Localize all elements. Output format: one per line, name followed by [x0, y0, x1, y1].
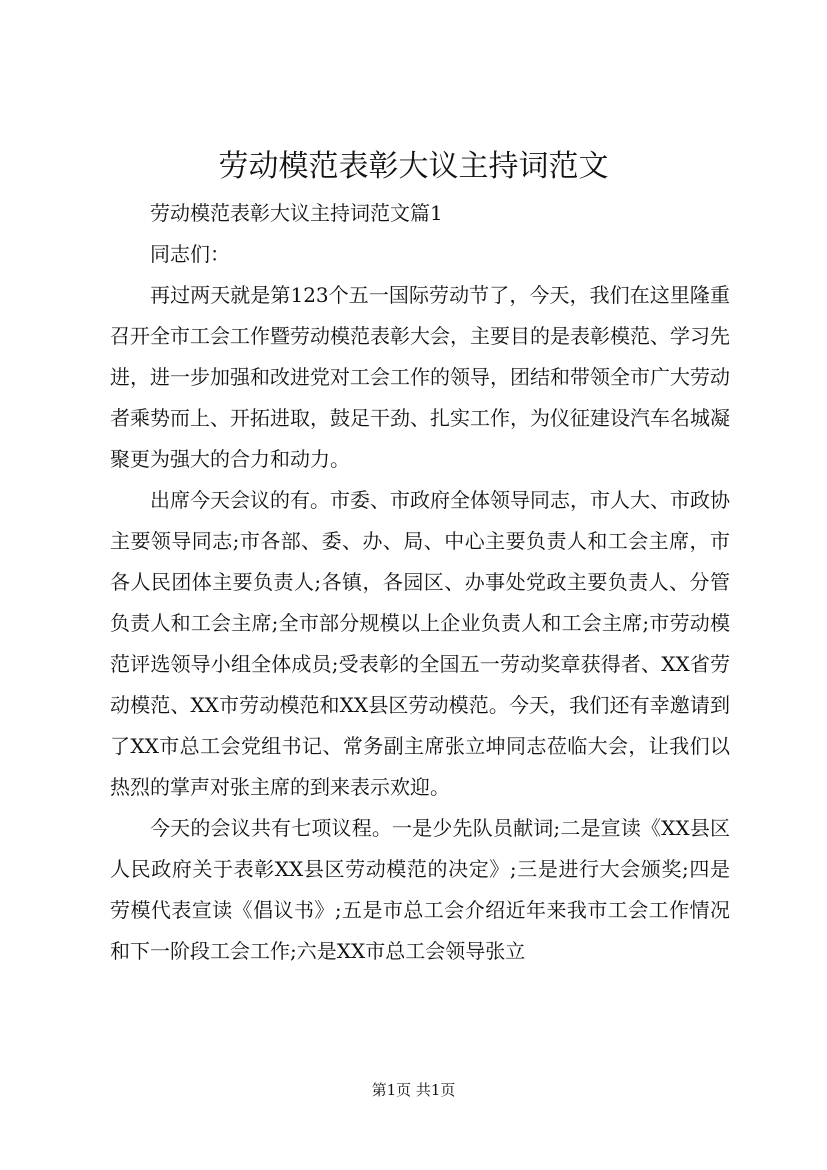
document-title: 劳动模范表彰大议主持词范文	[218, 149, 609, 184]
body-paragraph: 再过两天就是第123个五一国际劳动节了，今天，我们在这里隆重召开全市工会工作暨劳动模范表彰大会，主要目的是表彰模范、学习先进，进一步加强和改进党对工会工作的领导，团结和带领全市广大劳动者乘势而上、开拓进取，鼓足干劲、扎实工作，为仪征建设汽车名城凝聚更为强大的合力和动力。	[110, 283, 730, 471]
body-paragraph: 今天的会议共有七项议程。一是少先队员献词;二是宣读《XX县区人民政府关于表彰XX县区劳动模范的决定》;三是进行大会颁奖;四是劳模代表宣读《倡议书》;五是市总工会介绍近年来我市工会工作情况和下一阶段工会工作;六是XX市总工会领导张立	[110, 816, 730, 963]
page-footer: 第1页 共1页	[371, 1081, 456, 1099]
body-paragraph: 出席今天会议的有。市委、市政府全体领导同志，市人大、市政协主要领导同志;市各部、委、办、局、中心主要负责人和工会主席，市各人民团体主要负责人;各镇，各园区、办事处党政主要负责人、分管负责人和工会主席;全市部分规模以上企业负责人和工会主席;市劳动模范评选领导小组全体成员;受表彰的全国五一劳动奖章获得者、XX省劳动模范、XX市劳动模范和XX县区劳动模范。今天，我们还有幸邀请到了XX市总工会党组书记、常务副主席张立坤同志莅临大会，让我们以热烈的掌声对张主席的到来表示欢迎。	[110, 488, 730, 799]
salutation-paragraph: 同志们：	[150, 242, 230, 266]
document-body	[110, 193, 730, 972]
subtitle-paragraph: 劳动模范表彰大议主持词范文篇1	[150, 201, 443, 225]
